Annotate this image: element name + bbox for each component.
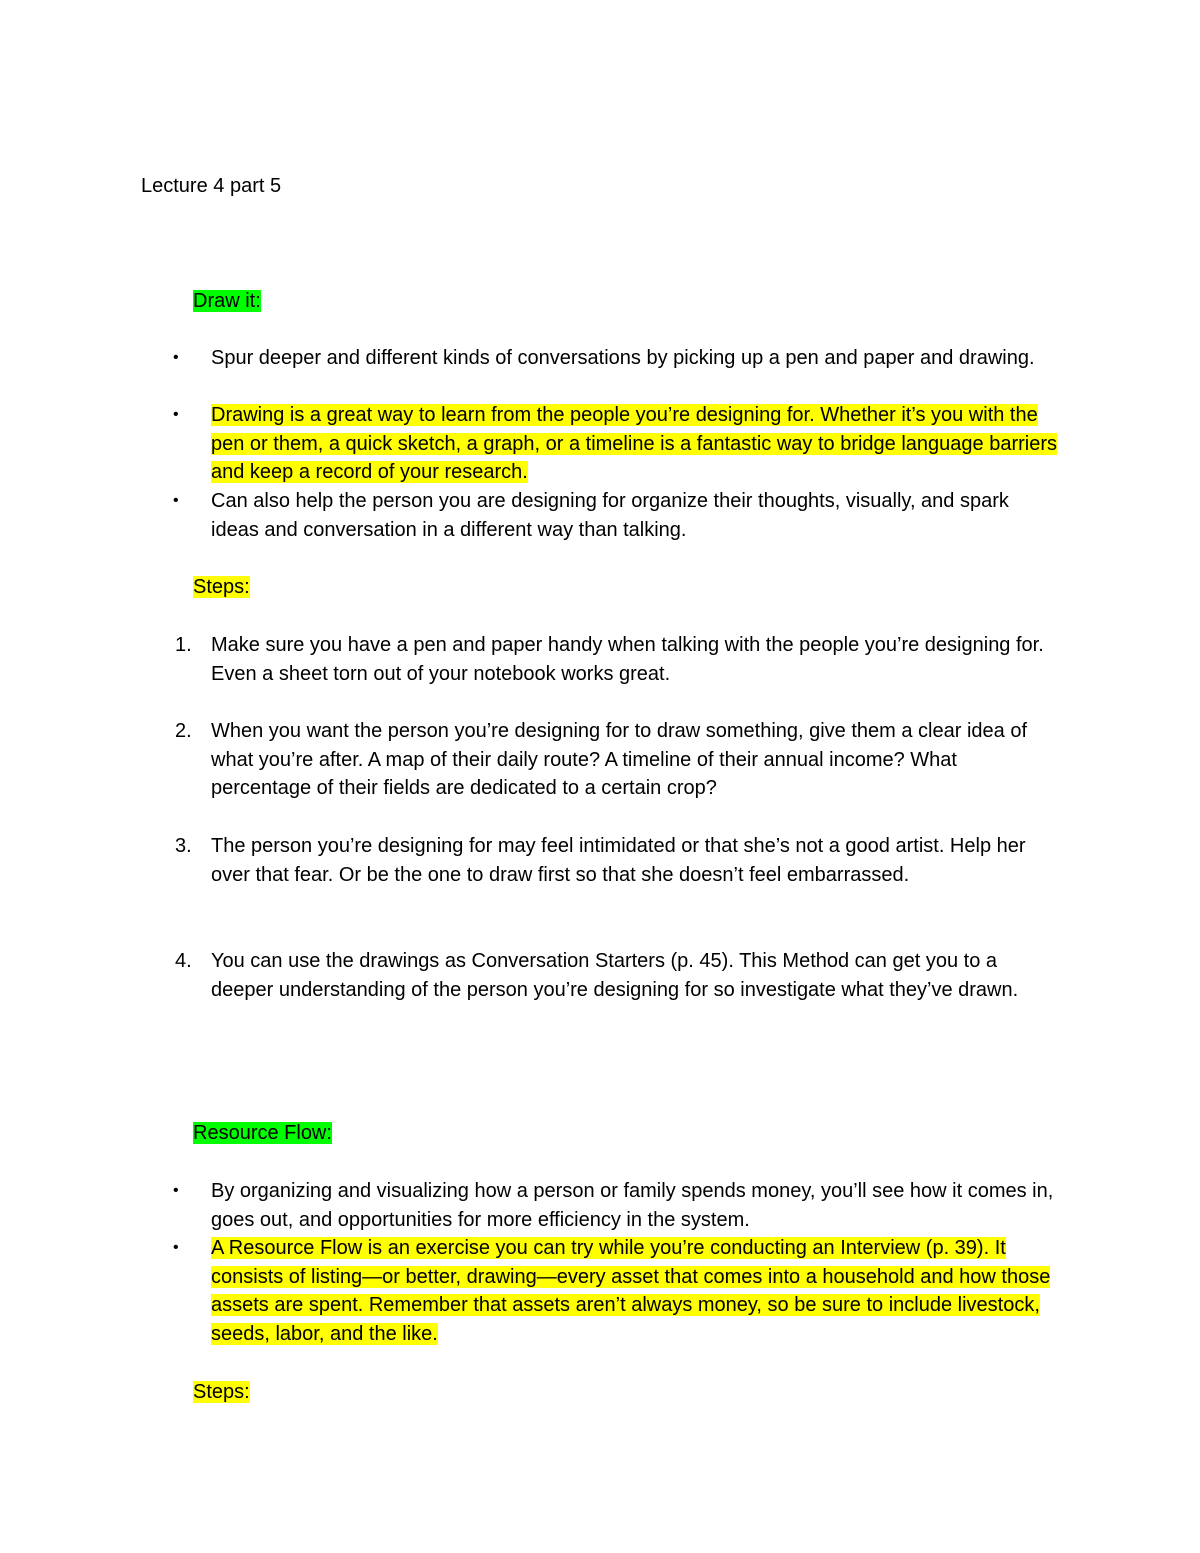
section-heading-draw-it: [193, 287, 261, 315]
step-text: When you want the person you’re designing for to draw something, give them a clear idea of what you’re after. A map of their daily route? A timeline of their annual income? What percentage of their fields are dedicated to a certain crop?: [211, 720, 1028, 800]
bullet-marker: •: [173, 1239, 179, 1256]
bullet-marker: •: [173, 492, 179, 509]
text-highlight: Drawing is a great way to learn from the people you’re designing for. Whether it’s you with the pen or them, a quick sketch, a graph, or a timeline is a fantastic way to bridge language barriers and keep a record of your research.: [211, 404, 1058, 484]
bullet-text-highlighted: [211, 401, 1061, 487]
step-number: 3.: [175, 835, 192, 857]
bullet-marker: •: [173, 349, 179, 366]
heading-highlight: Draw it:: [193, 290, 261, 312]
step-text: The person you’re designing for may feel intimidated or that she’s not a good artist. Help her over that fear. Or be the one to draw first so that she doesn’t feel embarrassed.: [211, 835, 1026, 886]
heading-highlight: Steps:: [193, 576, 250, 598]
step-number: 4.: [175, 950, 192, 972]
section-heading-resource-flow: [193, 1119, 332, 1147]
step-text: Make sure you have a pen and paper handy when talking with the people you’re designing for. Even a sheet torn out of your notebook works great.: [211, 634, 1044, 685]
text-highlight: A Resource Flow is an exercise you can try while you’re conducting an Interview (p. 39). It consists of listing—or better, drawing—every asset that comes into a household and how those assets are spent. Remember that assets aren’t always money, so be sure to include livestock, seeds, labor, and the like.: [211, 1237, 1051, 1346]
bullet-text: Can also help the person you are designing for organize their thoughts, visually, and spark ideas and conversation in a different way than talking.: [211, 490, 1009, 541]
bullet-marker: •: [173, 1182, 179, 1199]
heading-highlight: Resource Flow:: [193, 1122, 332, 1144]
step-text: You can use the drawings as Conversation Starters (p. 45). This Method can get you to a deeper understanding of the person you’re designing for so investigate what they’ve drawn.: [211, 950, 1019, 1001]
bullet-text: By organizing and visualizing how a person or family spends money, you’ll see how it comes in, goes out, and opportunities for more efficiency in the system.: [211, 1180, 1054, 1231]
bullet-text: Spur deeper and different kinds of conversations by picking up a pen and paper and drawing.: [211, 347, 1035, 369]
steps-heading-draw-it: [193, 573, 250, 601]
steps-heading-resource-flow: [193, 1378, 250, 1406]
bullet-marker: •: [173, 406, 179, 423]
step-number: 1.: [175, 634, 192, 656]
bullet-text-highlighted: [211, 1234, 1061, 1349]
document-title: Lecture 4 part 5: [141, 175, 282, 197]
heading-highlight: Steps:: [193, 1381, 250, 1403]
step-number: 2.: [175, 720, 192, 742]
